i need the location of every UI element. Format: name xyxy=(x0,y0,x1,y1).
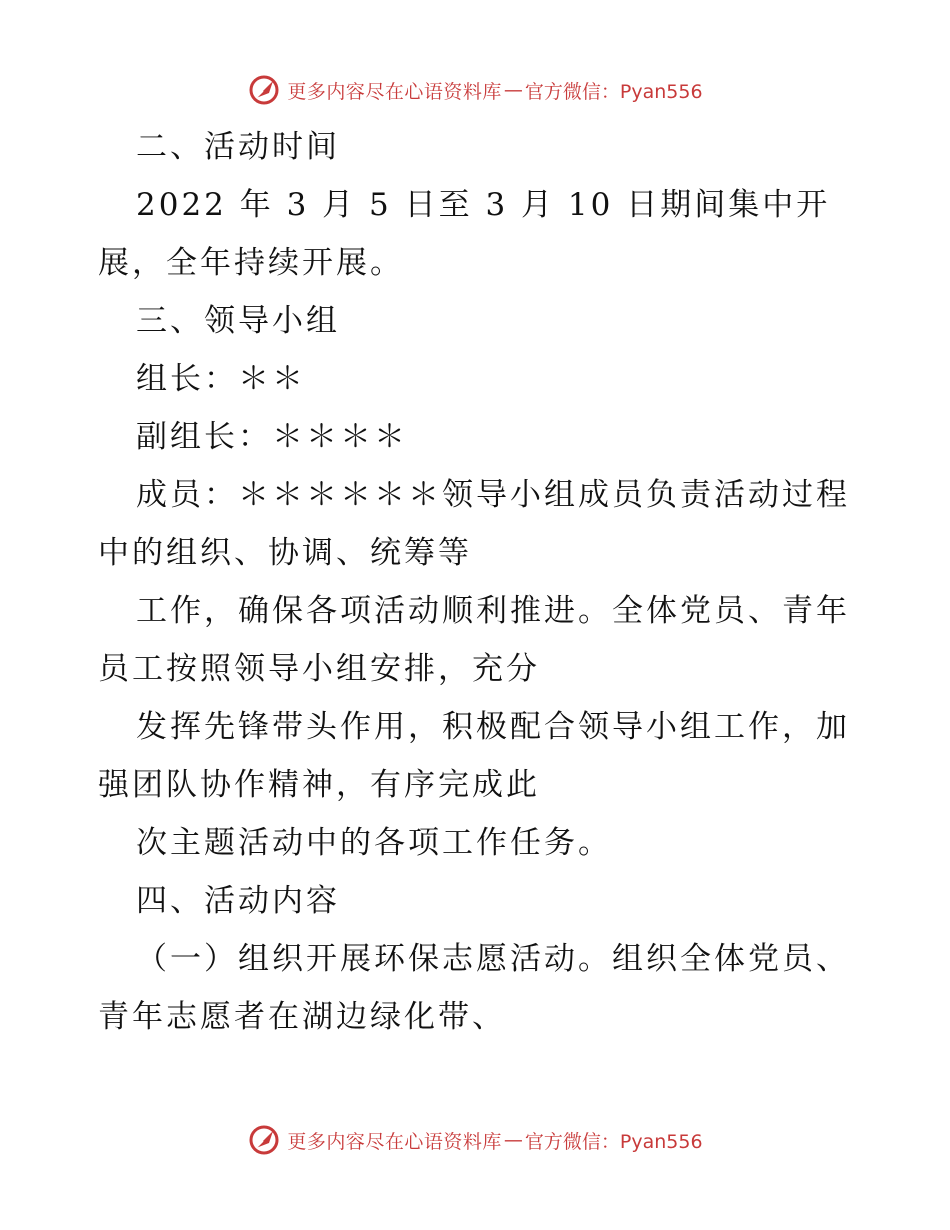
paragraph-line: 工作，确保各项活动顺利推进。全体党员、青年 xyxy=(136,593,850,629)
watermark-text: 更多内容尽在心语资料库 xyxy=(287,1130,502,1153)
paragraph-line: 青年志愿者在湖边绿化带、 xyxy=(98,999,506,1035)
watermark-suffix: 官方微信：Pyan556 xyxy=(524,80,703,103)
paragraph-line: 发挥先锋带头作用，积极配合领导小组工作，加 xyxy=(136,709,850,745)
paragraph-line: 强团队协作精神，有序完成此 xyxy=(98,767,540,803)
header-watermark xyxy=(0,70,950,110)
footer-watermark xyxy=(0,1120,950,1160)
quill-logo-icon xyxy=(247,73,281,107)
paragraph-line: （一）组织开展环保志愿活动。组织全体党员、 xyxy=(136,941,850,977)
section-heading-content: 四、活动内容 xyxy=(136,883,340,919)
paragraph-line: 次主题活动中的各项工作任务。 xyxy=(136,825,612,861)
paragraph-line: 2022 年 3 月 5 日至 3 月 10 日期间集中开 xyxy=(136,187,831,223)
section-heading-leaders: 三、领导小组 xyxy=(136,303,340,339)
watermark-text: 更多内容尽在心语资料库 xyxy=(287,80,502,103)
deputy-leader-line: 副组长：＊＊＊＊ xyxy=(136,419,408,455)
members-line: 成员：＊＊＊＊＊＊领导小组成员负责活动过程 xyxy=(136,477,850,513)
paragraph-line: 中的组织、协调、统筹等 xyxy=(98,535,472,571)
leader-line: 组长：＊＊ xyxy=(136,361,306,397)
section-heading-time: 二、活动时间 xyxy=(136,129,340,165)
paragraph-line: 员工按照领导小组安排，充分 xyxy=(98,651,540,687)
watermark-dash: — xyxy=(503,1129,523,1151)
watermark-suffix: 官方微信：Pyan556 xyxy=(524,1130,703,1153)
quill-logo-icon xyxy=(247,1123,281,1157)
paragraph-line: 展，全年持续开展。 xyxy=(98,245,404,281)
watermark-dash: — xyxy=(503,79,523,101)
